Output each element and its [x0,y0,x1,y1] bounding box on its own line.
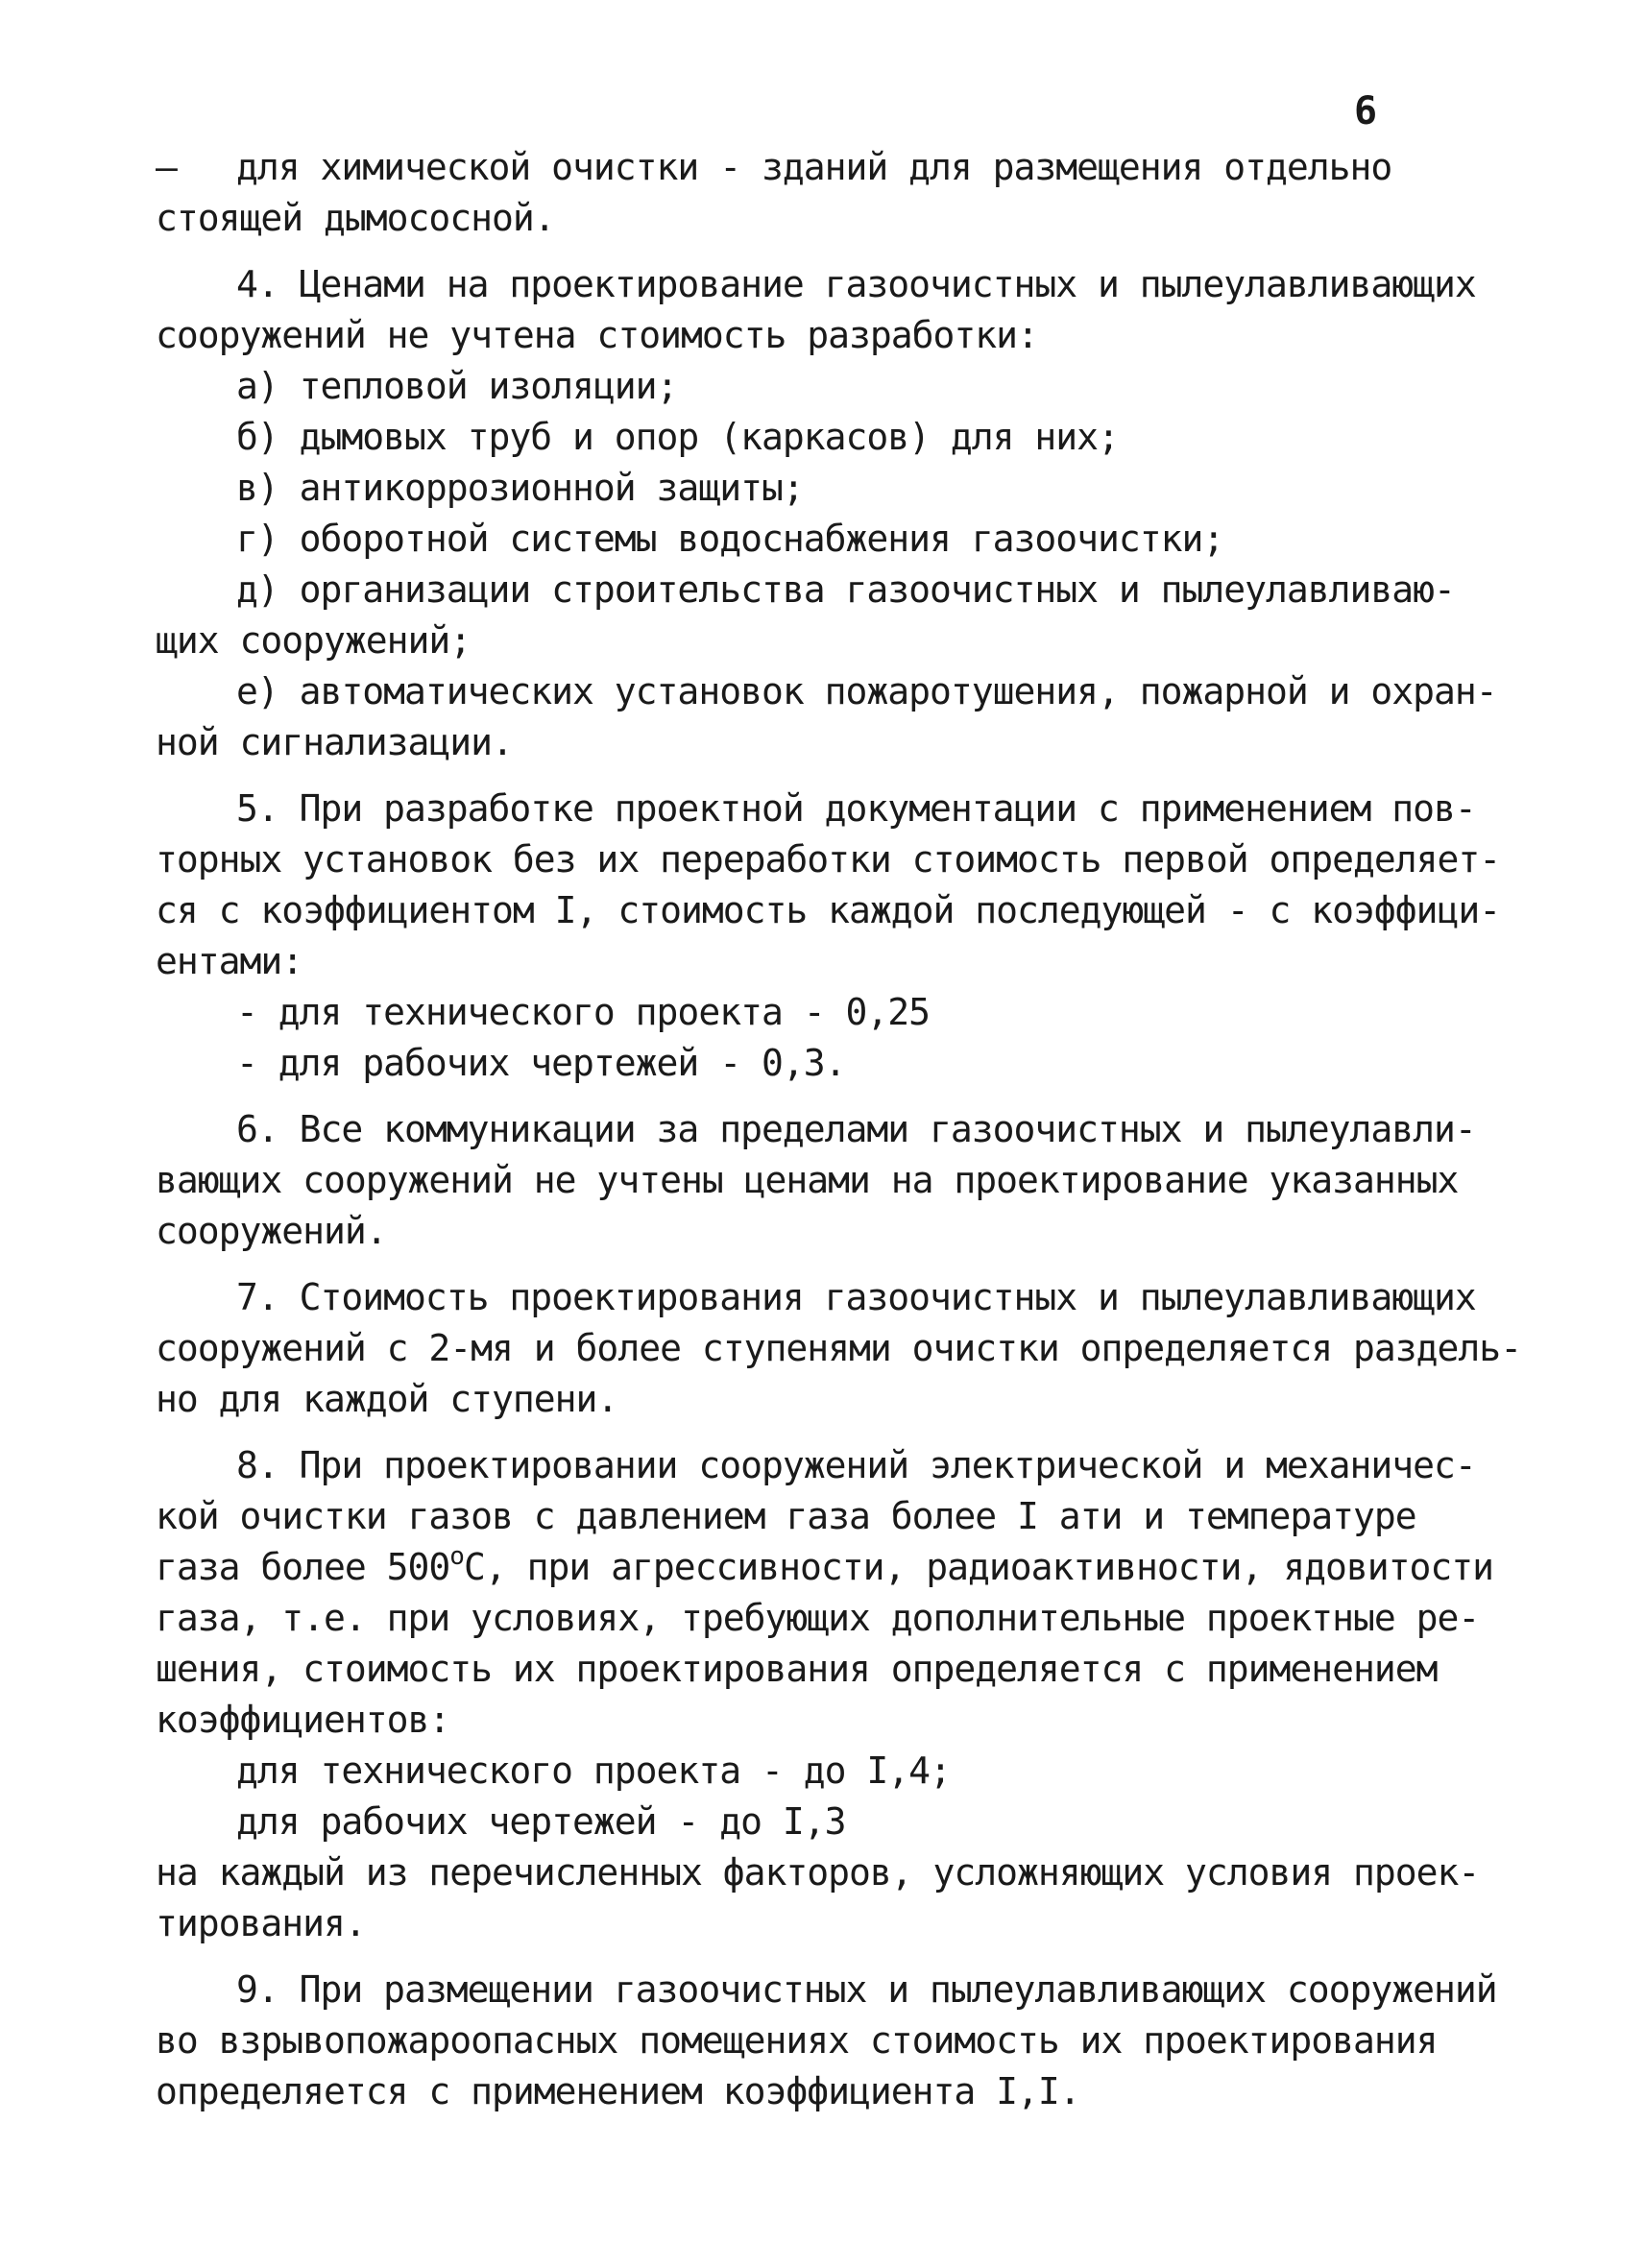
p5-line-5: - для технического проекта - 0,25 [236,991,930,1033]
p6-line-2: вающих сооружений не учтены ценами на проектирование указанных [156,1159,1459,1201]
p6-line-1: 6. Все коммуникации за пределами газоочистных и пылеулавли- [236,1108,1476,1150]
p4-item-f-cont: ной сигнализации. [156,721,513,763]
p8-line-9: на каждый из перечисленных факторов, усложняющих условия проек- [156,1851,1480,1894]
p6-line-3: сооружений. [156,1210,387,1252]
degree-symbol: о [449,1542,464,1571]
p8-line-3-b: С, при агрессивности, радиоактивности, ядовитости [463,1546,1493,1588]
p4-item-f: е) автоматических установок пожаротушения, пожарной и охран- [236,670,1497,712]
p8-line-7: для технического проекта - до I,4; [236,1749,951,1792]
intro-line-2: стоящей дымососной. [156,197,555,239]
p9-line-3: определяется с применением коэффициента I,I. [156,2070,1080,2112]
p5-line-2: торных установок без их переработки стоимость первой определяет- [156,838,1501,881]
p9-line-1: 9. При размещении газоочистных и пылеулавливающих сооружений [236,1968,1497,2011]
p5-line-1: 5. При разработке проектной документации с применением пов- [236,787,1476,830]
p7-line-3: но для каждой ступени. [156,1378,618,1420]
intro-line-1: для химической очистки - зданий для размещения отдельно [236,146,1392,188]
p8-line-5: шения, стоимость их проектирования определяется с применением [156,1648,1438,1690]
p8-line-8: для рабочих чертежей - до I,3 [236,1800,846,1843]
p4-item-e: д) организации строительства газоочистных и пылеулавливаю- [236,568,1455,611]
p8-line-10: тирования. [156,1902,366,1944]
p4-line-2: сооружений не учтена стоимость разработки: [156,314,1038,356]
intro-dash: – [156,146,177,188]
p8-line-2: кой очистки газов с давлением газа более I ати и температуре [156,1495,1416,1537]
p4-item-d: г) оборотной системы водоснабжения газоочистки; [236,518,1224,560]
p7-line-2: сооружений с 2-мя и более ступенями очистки определяется раздель- [156,1327,1522,1369]
p8-line-3-a: газа более 500 [156,1546,450,1588]
page-number: 6 [1354,89,1378,133]
p4-item-b: б) дымовых труб и опор (каркасов) для них; [236,416,1119,458]
p4-item-c: в) антикоррозионной защиты; [236,467,804,509]
p9-line-2: во взрывопожароопасных помещениях стоимость их проектирования [156,2019,1438,2062]
p4-item-e-cont: щих сооружений; [156,619,472,662]
p4-line-1: 4. Ценами на проектирование газоочистных и пылеулавливающих [236,263,1476,305]
p8-line-4: газа, т.е. при условиях, требующих дополнительные проектные ре- [156,1597,1480,1639]
p4-item-a: а) тепловой изоляции; [236,365,678,407]
p8-line-6: коэффициентов: [156,1699,450,1741]
p5-line-6: - для рабочих чертежей - 0,3. [236,1042,846,1084]
p8-line-3 [156,1542,1493,1598]
p5-line-4: ентами: [156,940,303,982]
p7-line-1: 7. Стоимость проектирования газоочистных и пылеулавливающих [236,1276,1476,1318]
p5-line-3: ся с коэффициентом I, стоимость каждой последующей - с коэффици- [156,889,1501,931]
p8-line-1: 8. При проектировании сооружений электрической и механичес- [236,1444,1476,1486]
